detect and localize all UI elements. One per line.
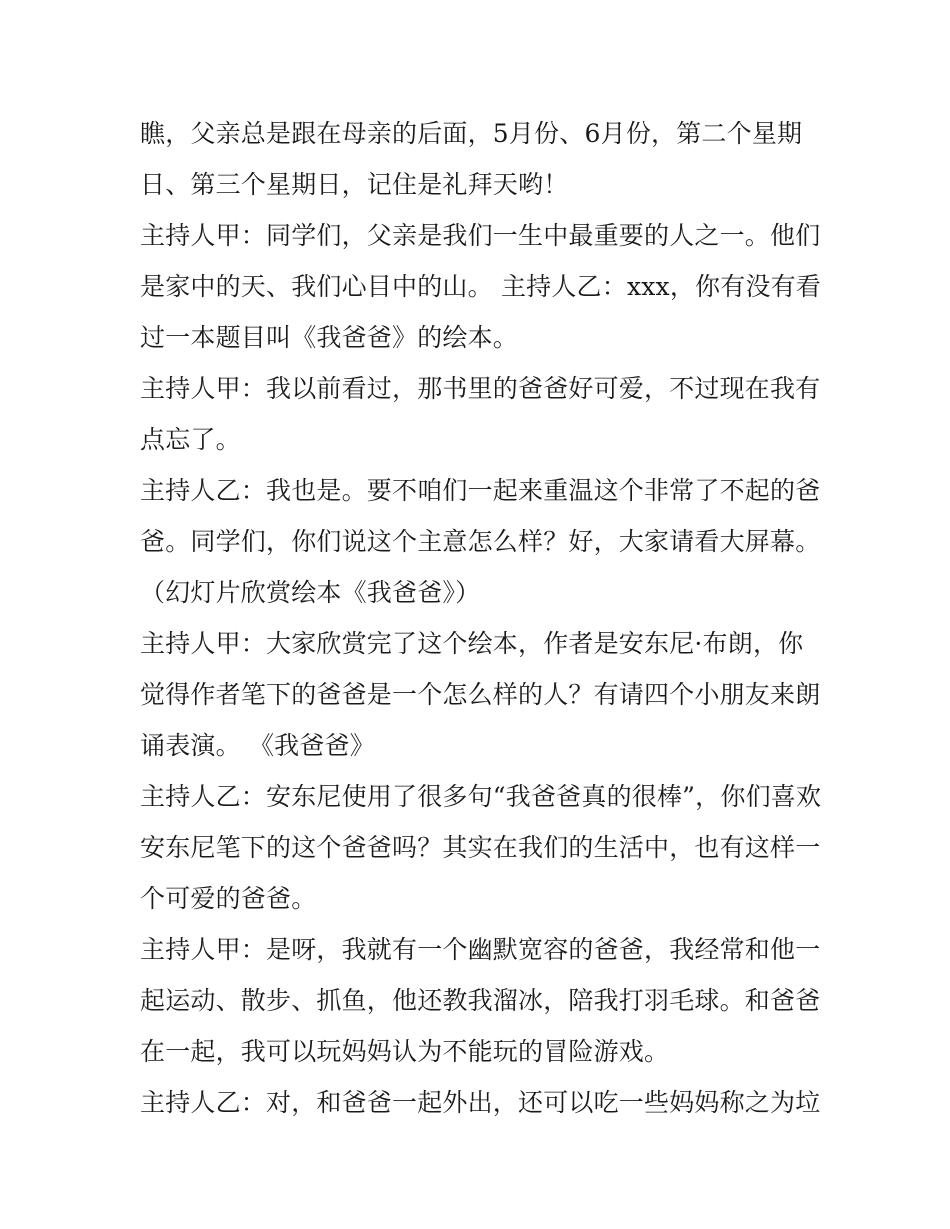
text-line: 起运动、散步、抓鱼，他还教我溜冰，陪我打羽毛球。和爸爸 <box>140 986 821 1015</box>
text-line: 主持人乙：对，和爸爸一起外出，还可以吃一些妈妈称之为垃 <box>140 1088 821 1117</box>
text-line: 点忘了。 <box>140 425 241 454</box>
text-line: （幻灯片欣赏绘本《我爸爸》） <box>140 578 481 607</box>
text-line: 在一起，我可以玩妈妈认为不能玩的冒险游戏。 <box>140 1037 670 1066</box>
text-line: 主持人乙：安东尼使用了很多句“我爸爸真的很棒”，你们喜欢 <box>140 782 822 811</box>
text-line: 主持人甲：大家欣赏完了这个绘本，作者是安东尼·布朗，你 <box>140 629 804 658</box>
text-line: 主持人甲：我以前看过，那书里的爸爸好可爱，不过现在我有 <box>140 374 821 403</box>
text-line: 诵表演。 《我爸爸》 <box>140 731 375 760</box>
text-line: 主持人甲：是呀，我就有一个幽默宽容的爸爸，我经常和他一 <box>140 935 821 964</box>
text-line: 爸。同学们，你们说这个主意怎么样？好，大家请看大屏幕。 <box>140 527 821 556</box>
document-body <box>140 108 820 1128</box>
text-line: 安东尼笔下的这个爸爸吗？其实在我们的生活中，也有这样一 <box>140 833 821 862</box>
text-line: 是家中的天、我们心目中的山。 主持人乙：xxx，你有没有看 <box>140 272 822 301</box>
text-line: 主持人乙：我也是。要不咱们一起来重温这个非常了不起的爸 <box>140 476 821 505</box>
text-line: 个可爱的爸爸。 <box>140 884 317 913</box>
text-line: 主持人甲：同学们，父亲是我们一生中最重要的人之一。他们 <box>140 221 821 250</box>
text-line: 日、第三个星期日，记住是礼拜天哟！ <box>140 170 569 199</box>
text-line: 过一本题目叫《我爸爸》的绘本。 <box>140 323 519 352</box>
text-line: 瞧，父亲总是跟在母亲的后面，5月份、6月份，第二个星期 <box>140 119 803 148</box>
text-line: 觉得作者笔下的爸爸是一个怎么样的人？有请四个小朋友来朗 <box>140 680 821 709</box>
